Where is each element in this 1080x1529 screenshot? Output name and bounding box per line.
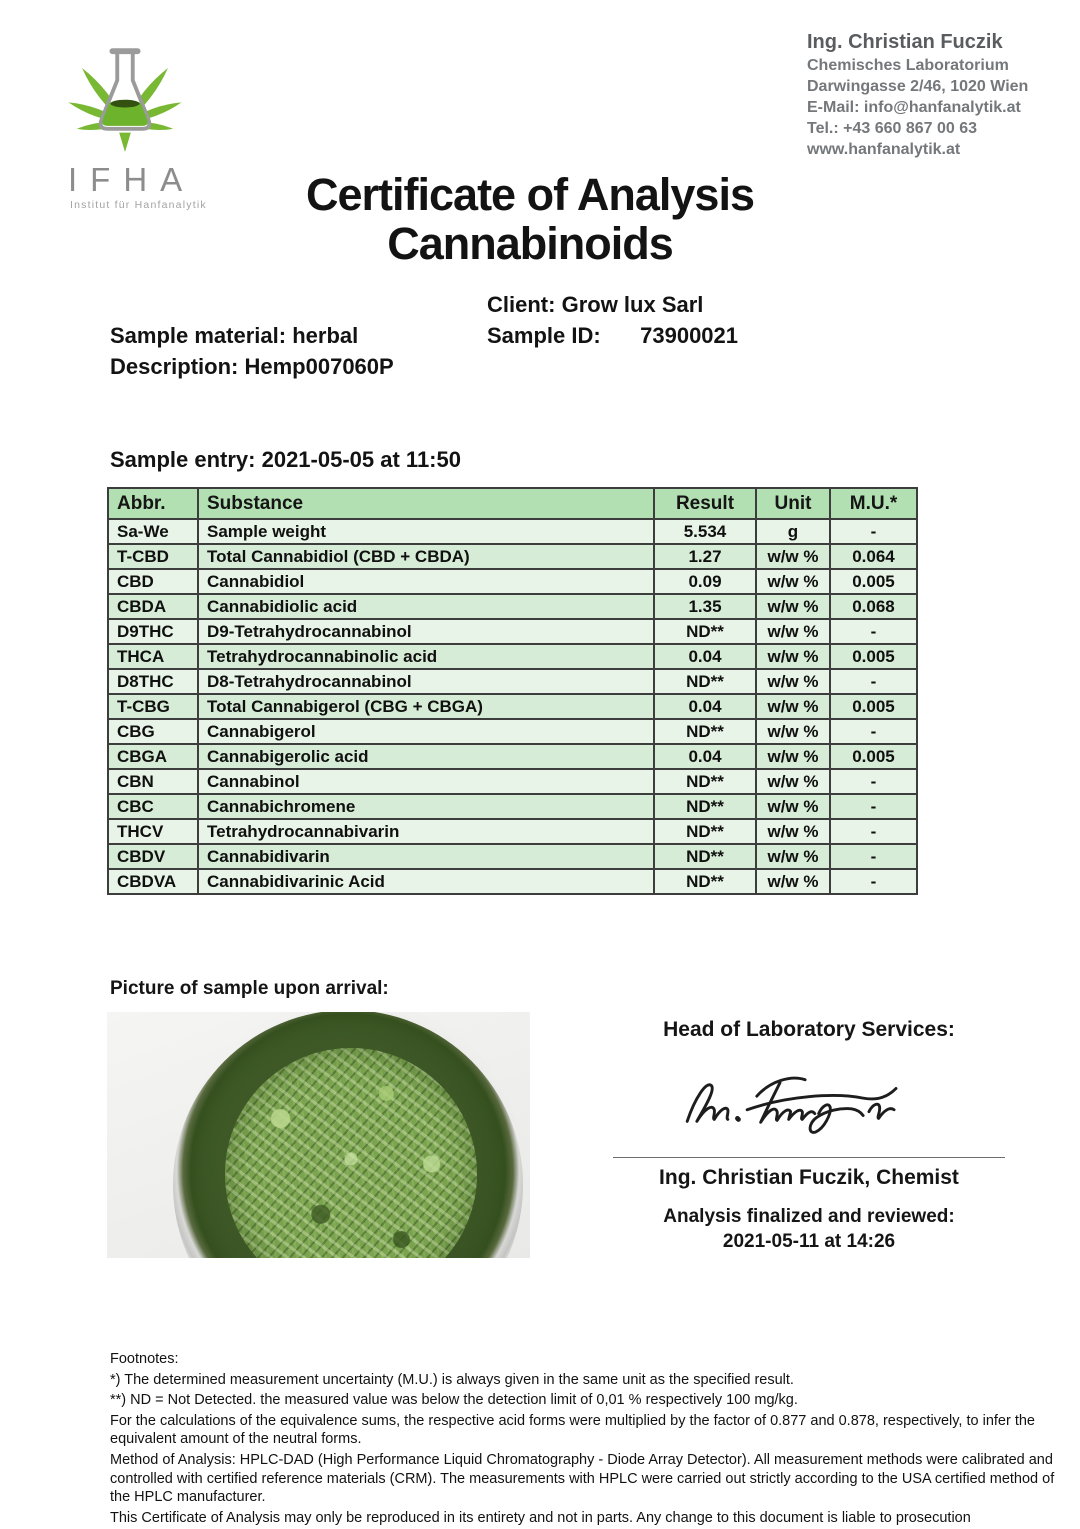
cell-substance: Tetrahydrocannabivarin [198, 819, 654, 844]
table-row [108, 794, 917, 819]
table-row [108, 744, 917, 769]
cell-result: ND** [654, 619, 756, 644]
description-line [110, 354, 394, 380]
table-row [108, 669, 917, 694]
table-row [108, 519, 917, 544]
cell-result: ND** [654, 769, 756, 794]
cell-substance: Cannabidiol [198, 569, 654, 594]
footnote-line: For the calculations of the equivalence sums, the respective acid forms were multiplied by the factor of 0.877 and 0.878, respectively, to infer the equivalent amount of the neutral forms. [110, 1412, 1035, 1448]
description-value: Hemp007060P [244, 354, 394, 379]
footnote-line: Method of Analysis: HPLC-DAD (High Performance Liquid Chromatography - Diode Array Detector). All measurement methods were calibrated and controlled with certified reference materials (CRM). The measurements with HPLC were carried out strictly according to the USA certified method of the HPLC manufacturer. [110, 1451, 1055, 1506]
cell-result: 1.35 [654, 594, 756, 619]
logo-acronym: IFHA [68, 161, 196, 198]
client-value: Grow lux Sarl [561, 292, 704, 317]
table-row [108, 619, 917, 644]
results-table-body [108, 519, 917, 894]
cell-unit: w/w % [756, 744, 830, 769]
signer-name: Ing. Christian Fuczik, Chemist [659, 1166, 959, 1189]
logo-tagline: Institut für Hanfanalytik [70, 199, 207, 211]
cell-unit: w/w % [756, 769, 830, 794]
contact-lines [807, 55, 1057, 160]
table-row [108, 769, 917, 794]
client-label: Client: [487, 292, 556, 317]
contact-line: Tel.: +43 660 867 00 63 [807, 120, 978, 137]
sample-id-line [487, 323, 738, 349]
cell-abbr: CBGA [108, 744, 198, 769]
cell-substance: Cannabidiolic acid [198, 594, 654, 619]
cell-mu: - [830, 519, 917, 544]
cell-unit: w/w % [756, 569, 830, 594]
client-line [487, 292, 703, 318]
cell-substance: D9-Tetrahydrocannabinol [198, 619, 654, 644]
sample-photo [107, 1012, 530, 1258]
cell-result: 1.27 [654, 544, 756, 569]
sample-material-line [110, 323, 358, 349]
table-row [108, 694, 917, 719]
cell-mu: 0.068 [830, 594, 917, 619]
cell-abbr: CBD [108, 569, 198, 594]
cell-substance: Cannabigerol [198, 719, 654, 744]
document-title [0, 170, 1060, 268]
finalized-label: Analysis finalized and reviewed: [663, 1206, 955, 1227]
cell-result: 0.09 [654, 569, 756, 594]
contact-line: Chemisches Laboratorium [807, 57, 1009, 74]
cell-unit: w/w % [756, 694, 830, 719]
cell-result: 5.534 [654, 519, 756, 544]
signature-rule [613, 1157, 1005, 1158]
table-row [108, 594, 917, 619]
cell-abbr: CBDA [108, 594, 198, 619]
cell-abbr: D8THC [108, 669, 198, 694]
cell-abbr: T-CBG [108, 694, 198, 719]
cell-unit: w/w % [756, 869, 830, 894]
footnote-line: This Certificate of Analysis may only be reproduced in its entirety and not in parts. Any change to this document is liable to prosecution [110, 1509, 971, 1526]
picture-caption: Picture of sample upon arrival: [110, 978, 389, 999]
cell-abbr: THCV [108, 819, 198, 844]
cell-substance: Tetrahydrocannabinolic acid [198, 644, 654, 669]
cell-abbr: THCA [108, 644, 198, 669]
cell-mu: 0.064 [830, 544, 917, 569]
header-substance: Substance [198, 488, 654, 519]
sample-id-label: Sample ID: [487, 323, 601, 348]
cell-result: ND** [654, 844, 756, 869]
cell-mu: - [830, 869, 917, 894]
cell-abbr: CBG [108, 719, 198, 744]
material-label: Sample material: [110, 323, 287, 348]
cell-unit: w/w % [756, 719, 830, 744]
cell-result: ND** [654, 869, 756, 894]
hemp-flask-logo-icon [60, 26, 190, 154]
cell-abbr: CBDV [108, 844, 198, 869]
sample-id-value: 73900021 [640, 323, 739, 348]
table-row [108, 719, 917, 744]
cell-unit: g [756, 519, 830, 544]
table-row [108, 544, 917, 569]
title-line-2: Cannabinoids [387, 218, 673, 270]
cell-unit: w/w % [756, 794, 830, 819]
cell-abbr: T-CBD [108, 544, 198, 569]
table-row [108, 819, 917, 844]
cell-unit: w/w % [756, 544, 830, 569]
cell-substance: Cannabigerolic acid [198, 744, 654, 769]
table-row [108, 869, 917, 894]
footnotes-heading: Footnotes: [110, 1351, 179, 1367]
cell-abbr: D9THC [108, 619, 198, 644]
table-row [108, 569, 917, 594]
footnotes-section [110, 1350, 1068, 1529]
cell-substance: Cannabinol [198, 769, 654, 794]
cell-result: ND** [654, 819, 756, 844]
table-row [108, 844, 917, 869]
cell-substance: Cannabidivarinic Acid [198, 869, 654, 894]
cell-mu: 0.005 [830, 569, 917, 594]
cell-unit: w/w % [756, 669, 830, 694]
cell-mu: - [830, 769, 917, 794]
cell-unit: w/w % [756, 844, 830, 869]
cell-substance: Total Cannabigerol (CBG + CBGA) [198, 694, 654, 719]
cell-mu: - [830, 669, 917, 694]
footnotes-lines [110, 1371, 1068, 1528]
contact-line: Darwingasse 2/46, 1020 Wien [807, 78, 1029, 95]
cell-result: 0.04 [654, 694, 756, 719]
signature-icon [664, 1052, 954, 1152]
cell-abbr: CBC [108, 794, 198, 819]
cell-result: 0.04 [654, 744, 756, 769]
footnote-line: **) ND = Not Detected. the measured value was below the detection limit of 0,01 % respectively 100 mg/kg. [110, 1392, 798, 1409]
cell-substance: Total Cannabidiol (CBD + CBDA) [198, 544, 654, 569]
results-table-header [108, 488, 917, 519]
cell-result: ND** [654, 669, 756, 694]
title-line-1: Certificate of Analysis [306, 169, 754, 220]
cell-mu: 0.005 [830, 694, 917, 719]
lab-contact-block [807, 30, 1057, 160]
cell-unit: w/w % [756, 619, 830, 644]
table-row [108, 644, 917, 669]
header-abbr: Abbr. [108, 488, 198, 519]
cell-abbr: CBN [108, 769, 198, 794]
sample-entry-line: Sample entry: 2021-05-05 at 11:50 [110, 447, 461, 472]
cell-mu: 0.005 [830, 644, 917, 669]
cell-mu: - [830, 819, 917, 844]
cell-unit: w/w % [756, 644, 830, 669]
signature-block [613, 1018, 1005, 1254]
cell-result: ND** [654, 719, 756, 744]
cell-mu: - [830, 844, 917, 869]
contact-line: E-Mail: info@hanfanalytik.at [807, 99, 1021, 116]
cell-abbr: Sa-We [108, 519, 198, 544]
cell-mu: 0.005 [830, 744, 917, 769]
footnote-line: *) The determined measurement uncertainty (M.U.) is always given in the same unit as the specified result. [110, 1371, 794, 1388]
cell-result: 0.04 [654, 644, 756, 669]
finalized-block [613, 1205, 1005, 1254]
material-value: herbal [292, 323, 359, 348]
cell-unit: w/w % [756, 819, 830, 844]
contact-line: www.hanfanalytik.at [807, 141, 961, 158]
cell-substance: Cannabichromene [198, 794, 654, 819]
header-mu: M.U.* [830, 488, 917, 519]
finalized-date: 2021-05-11 at 14:26 [722, 1230, 896, 1252]
cell-abbr: CBDVA [108, 869, 198, 894]
results-table [107, 487, 918, 895]
header-result: Result [654, 488, 756, 519]
contact-name: Ing. Christian Fuczik [807, 31, 1003, 53]
header-unit: Unit [756, 488, 830, 519]
cell-mu: - [830, 794, 917, 819]
cell-substance: Sample weight [198, 519, 654, 544]
cell-mu: - [830, 719, 917, 744]
description-label: Description: [110, 354, 239, 379]
cell-unit: w/w % [756, 594, 830, 619]
cell-result: ND** [654, 794, 756, 819]
cell-substance: D8-Tetrahydrocannabinol [198, 669, 654, 694]
signature-heading: Head of Laboratory Services: [663, 1018, 955, 1041]
cell-substance: Cannabidivarin [198, 844, 654, 869]
cell-mu: - [830, 619, 917, 644]
